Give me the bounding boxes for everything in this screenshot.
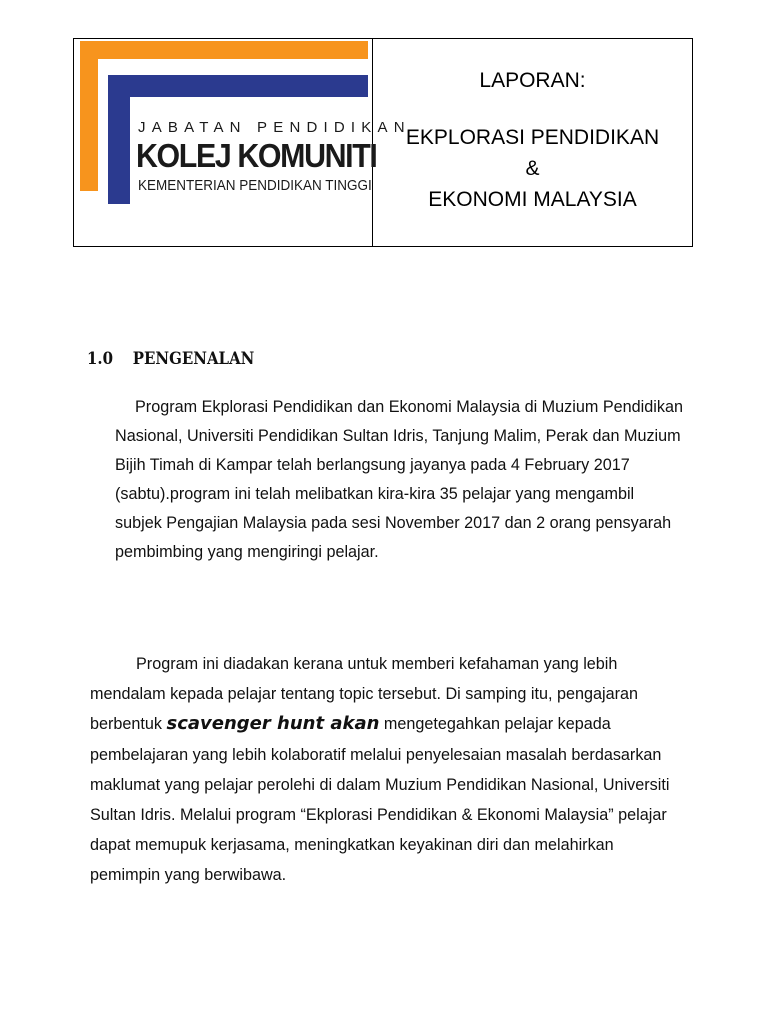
- report-title-line1: EKPLORASI PENDIDIKAN: [405, 126, 660, 149]
- logo-text-kementerian: KEMENTERIAN PENDIDIKAN TINGGI: [138, 177, 372, 194]
- logo-cell: [74, 39, 411, 246]
- paragraph-2: [90, 649, 680, 891]
- report-label: LAPORAN:: [479, 69, 586, 92]
- logo-text-jabatan: JABATAN PENDIDIKAN: [138, 119, 411, 136]
- section-heading: [87, 349, 254, 369]
- paragraph-2-end: mengetegahkan pelajar kepada pembelajaran yang lebih kolaboratif melalui penyelesaian masalah berdasarkan maklumat yang pelajar perolehi di dalam Muzium Pendidikan Nasional, Universiti Sultan Idris. Melalui program “Ekplorasi Pendidikan & Ekonomi Malaysia” pelajar dapat memupuk kerjasama, meningkatkan keyakinan diri dan melahirkan pemimpin yang berwibawa.: [90, 715, 670, 885]
- report-title-ampersand: &: [525, 157, 540, 180]
- section-number: 1.0: [87, 349, 114, 369]
- report-title-line2: EKONOMI MALAYSIA: [428, 188, 637, 211]
- title-cell: [373, 39, 692, 246]
- paragraph-2-start: Program ini diadakan kerana untuk memberi kefahaman yang lebih mendalam kepada pelajar tentang topic tersebut. Di samping itu, pengajaran berbentuk: [90, 655, 639, 734]
- logo-text-kolej: KOLEJ KOMUNITI: [136, 137, 377, 174]
- header-table: [73, 38, 693, 247]
- section-title: PENGENALAN: [132, 349, 255, 369]
- paragraph-2-emphasis: scavenger hunt akan: [166, 713, 380, 735]
- paragraph-1: Program Ekplorasi Pendidikan dan Ekonomi Malaysia di Muzium Pendidikan Nasional, Universiti Pendidikan Sultan Idris, Tanjung Malim, Perak dan Muzium Bijih Timah di Kampar telah berlangsung jayanya pada 4 February 2017 (sabtu).program ini telah melibatkan kira-kira 35 pelajar yang mengambil subjek Pengajian Malaysia pada sesi November 2017 dan 2 orang pensyarah pembimbing yang mengiringi pelajar.: [115, 398, 683, 561]
